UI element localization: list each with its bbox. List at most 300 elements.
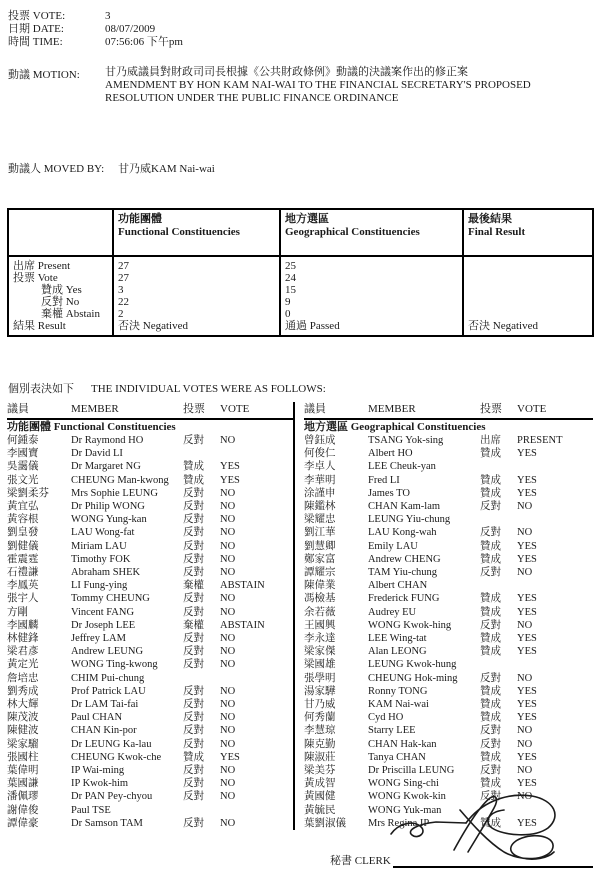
member-name-english: Dr PAN Pey-chyou [71,791,153,803]
vote-chinese: 反對 [183,817,204,829]
summary-header-final-cn: 最後結果 [468,213,512,225]
geographical-section-label: 地方選區 Geographical Constituencies [304,421,486,433]
vote-chinese: 贊成 [480,448,501,460]
vote-chinese [183,804,220,817]
member-name-english: Cyd HO [368,712,404,724]
member-name-english: Alan LEONG [368,646,427,658]
member-name-english: Tommy CHEUNG [71,593,150,605]
member-name-chinese: 黃宜弘 [7,501,39,513]
summary-labels-cell [9,257,112,335]
vote-chinese: 反對 [480,725,501,737]
member-name-english: LAU Wong-fat [71,527,135,539]
functional-section-label: 功能團體 Functional Constituencies [7,421,176,433]
summary-line-fr [468,296,588,308]
vote-chinese: 反對 [183,765,204,777]
vote-english: YES [517,646,537,658]
member-name-chinese: 林大輝 [7,699,39,711]
member-name-chinese: 黃容根 [7,514,39,526]
motion-text [105,66,531,105]
member-name-chinese: 梁家傑 [304,646,336,658]
member-name-english: CHIM Pui-chung [71,672,145,684]
vote-chinese: 出席 [480,435,501,446]
member-name-english: Mrs Regina IP [368,817,430,829]
member-row [304,592,593,605]
member-row [7,711,293,724]
member-name-chinese: 何秀蘭 [304,712,336,724]
vote-english: NO [517,527,533,539]
vote-chinese: 贊成 [480,712,501,724]
member-row [7,777,293,790]
vote-english: NO [517,765,533,777]
member-name-chinese: 劉慧卿 [304,540,336,552]
member-name-chinese: 鄭家富 [304,553,336,565]
member-name-chinese: 何鍾泰 [7,435,39,446]
member-name-chinese: 李慧琼 [304,725,336,737]
member-name-english: Dr Margaret NG [71,461,141,473]
header-member-cn: 議員 [304,403,326,415]
vote-chinese: 反對 [480,527,501,539]
summary-line-label: 棄權 Abstain [41,308,100,320]
member-row [7,817,293,830]
summary-line-gc: 0 [285,308,291,320]
summary-line-label: 反對 No [41,296,80,308]
member-name-chinese: 霍震霆 [7,553,39,565]
vote-chinese: 贊成 [480,593,501,605]
vote-english [517,658,593,671]
summary-line-fr [468,284,588,296]
vote-chinese: 贊成 [480,487,501,499]
summary-line-fr [468,272,588,284]
summary-line-fr [468,260,588,272]
member-row [7,685,293,698]
vote-english: ABSTAIN [220,580,265,592]
vote-chinese: 贊成 [480,685,501,697]
member-name-english: WONG Kwok-kin [368,791,446,803]
vote-number-row [8,10,592,23]
member-name-english: Andrew LEUNG [71,646,144,658]
member-name-chinese: 梁家騮 [7,738,39,750]
member-name-english: LAU Kong-wah [368,527,437,539]
member-name-english: Ronny TONG [368,685,428,697]
member-name-english: WONG Ting-kwong [71,659,158,671]
vote-english: NO [220,514,236,526]
vote-chinese: 反對 [183,487,204,499]
vote-chinese: 贊成 [480,474,501,486]
vote-chinese: 反對 [480,567,501,579]
member-name-english: WONG Yuk-man [368,804,442,816]
member-name-english: LEUNG Yiu-chung [368,514,451,526]
member-name-english: LEUNG Kwok-hung [368,659,457,671]
vote-english: NO [220,501,236,513]
member-row [304,764,593,777]
vote-chinese: 反對 [183,646,204,658]
member-name-english: WONG Kwok-hing [368,619,452,631]
member-name-chinese: 梁君彥 [7,646,39,658]
vote-english: NO [220,633,236,645]
vote-chinese: 贊成 [480,540,501,552]
member-name-english: James TO [368,487,410,499]
vote-english: YES [517,593,537,605]
member-name-chinese: 陳偉業 [304,580,336,592]
member-row [7,540,293,553]
vote-english: NO [220,699,236,711]
member-row [304,738,593,751]
vote-english: YES [517,448,537,460]
vote-english: YES [517,817,537,829]
summary-line-fc: 2 [118,308,124,320]
member-row [304,606,593,619]
member-name-chinese: 陳健波 [7,725,39,737]
vote-chinese: 贊成 [480,751,501,763]
member-name-english: Dr Philip WONG [71,501,145,513]
member-name-english: TSANG Yok-sing [368,435,444,446]
member-name-english: Dr Samson TAM [71,817,143,829]
summary-line-gc: 15 [285,284,296,296]
member-row [7,487,293,500]
vote-chinese: 反對 [183,791,204,803]
vote-english [220,447,293,460]
motion-line-chinese: 甘乃威議員對財政司司長根據《公共財政條例》動議的決議案作出的修正案 [105,66,468,78]
member-name-chinese: 余若薇 [304,606,336,618]
member-name-english: Andrew CHENG [368,553,441,565]
member-row [7,724,293,737]
vote-english: NO [517,567,533,579]
member-name-chinese: 李鳳英 [7,580,39,592]
member-name-chinese: 詹培忠 [7,672,39,684]
summary-line-fc: 3 [118,284,124,296]
vote-english: NO [517,738,533,750]
member-name-english: CHAN Kin-por [71,725,137,737]
member-row [7,474,293,487]
member-name-chinese: 劉健儀 [7,540,39,552]
member-name-chinese: 李國寶 [7,448,39,460]
member-name-chinese: 黃毓民 [304,804,336,816]
member-name-english: Tanya CHAN [368,751,426,763]
member-row [7,447,293,460]
member-row [304,434,593,447]
vote-english: YES [220,461,240,473]
member-name-english: CHEUNG Man-kwong [71,474,169,486]
vote-english: NO [220,685,236,697]
summary-line-label: 結果 Result [13,320,66,332]
vote-chinese: 反對 [183,778,204,790]
individual-votes-title-en: THE INDIVIDUAL VOTES WERE AS FOLLOWS: [91,383,326,395]
summary-line-label: 贊成 Yes [41,284,82,296]
member-row [304,553,593,566]
vote-english: NO [220,725,236,737]
vote-chinese: 棄權 [183,580,204,592]
vote-english: NO [220,712,236,724]
vote-english: YES [517,553,537,565]
member-name-chinese: 曾鈺成 [304,435,336,446]
vote-chinese: 贊成 [480,646,501,658]
member-name-english: Dr Joseph LEE [71,619,136,631]
vote-english: NO [220,778,236,790]
vote-chinese: 反對 [183,606,204,618]
moved-by-row [8,163,592,176]
vote-chinese: 反對 [183,633,204,645]
vote-chinese: 反對 [183,540,204,552]
summary-final-cell [462,257,592,335]
member-row [304,711,593,724]
member-name-english: Miriam LAU [71,540,127,552]
vote-english: YES [517,633,537,645]
vote-chinese: 贊成 [183,474,204,486]
date-label: 日期 DATE: [8,23,64,35]
member-name-english: Albert HO [368,448,413,460]
vote-english: YES [220,474,240,486]
vote-english: YES [517,606,537,618]
vote-chinese: 棄權 [183,619,204,631]
header-member-en: MEMBER [368,403,416,415]
vote-english: NO [220,553,236,565]
member-name-english: WONG Sing-chi [368,778,439,790]
vote-chinese: 反對 [183,685,204,697]
summary-header-geographical-en: Geographical Constituencies [285,226,420,238]
vote-chinese: 贊成 [480,553,501,565]
member-name-chinese: 謝偉俊 [7,804,39,816]
member-row [304,619,593,632]
individual-votes-title-cn: 個別表決如下 [8,383,74,395]
vote-chinese [480,513,517,526]
summary-header-final-en: Final Result [468,226,526,238]
member-row [7,553,293,566]
member-row [7,790,293,803]
vote-english: YES [517,712,537,724]
member-name-chinese: 陳茂波 [7,712,39,724]
member-name-english: Audrey EU [368,606,417,618]
summary-functional-cell [112,257,279,335]
vote-number-label: 投票 VOTE: [8,10,66,22]
vote-english: NO [220,817,236,829]
summary-line-gc: 9 [285,296,291,308]
member-row [7,592,293,605]
member-name-chinese: 陳淑莊 [304,751,336,763]
member-name-chinese: 潘佩璆 [7,791,39,803]
member-name-english: IP Wai-ming [71,765,125,777]
member-row [304,685,593,698]
summary-header-functional-en: Functional Constituencies [118,226,240,238]
vote-english: NO [220,593,236,605]
header-vote-cn: 投票 [183,403,205,415]
member-name-chinese: 李卓人 [304,461,336,473]
member-row [304,474,593,487]
member-name-english: Frederick FUNG [368,593,440,605]
member-row [304,487,593,500]
vote-english: YES [517,540,537,552]
moved-by-label: 動議人 MOVED BY: [8,163,105,175]
member-name-english: Paul TSE [71,804,111,816]
member-name-english: Albert CHAN [368,580,428,592]
member-row [7,698,293,711]
member-name-chinese: 黃國健 [304,791,336,803]
vote-english [220,804,293,817]
member-row [304,579,593,592]
member-name-chinese: 譚偉豪 [7,817,39,829]
member-name-chinese: 甘乃威 [304,699,336,711]
vote-chinese: 反對 [183,514,204,526]
member-row [7,526,293,539]
vote-chinese: 贊成 [480,778,501,790]
vote-chinese [480,460,517,473]
date-value: 08/07/2009 [105,23,156,35]
vote-chinese: 反對 [183,501,204,513]
vote-chinese: 反對 [183,435,204,446]
member-name-chinese: 葉國謙 [7,778,39,790]
vote-chinese: 反對 [183,725,204,737]
vote-chinese: 贊成 [480,817,501,829]
member-name-chinese: 何俊仁 [304,448,336,460]
vote-english: NO [517,791,533,803]
member-name-chinese: 梁國雄 [304,659,336,671]
member-row [304,724,593,737]
member-row [304,566,593,579]
member-name-english: Abraham SHEK [71,567,141,579]
vote-chinese: 反對 [183,699,204,711]
member-name-chinese: 黃成智 [304,778,336,790]
member-name-english: Dr LAM Tai-fai [71,699,139,711]
vote-chinese: 贊成 [480,606,501,618]
member-row [7,658,293,671]
meta-block [0,0,600,176]
summary-line-fr: 否決 Negatived [468,320,538,332]
member-name-chinese: 李國麟 [7,619,39,631]
member-name-chinese: 梁美芬 [304,765,336,777]
member-name-english: Dr LEUNG Ka-lau [71,738,152,750]
vote-chinese: 贊成 [480,633,501,645]
header-member-cn: 議員 [7,403,29,415]
member-name-chinese: 陳克勤 [304,738,336,750]
vote-english: NO [220,487,236,499]
summary-header-functional-cn: 功能團體 [118,213,162,225]
member-name-chinese: 林健鋒 [7,633,39,645]
votes-column-header [7,402,293,420]
vote-chinese [480,579,517,592]
vote-chinese: 贊成 [183,461,204,473]
vote-english: NO [220,606,236,618]
vote-english: NO [220,527,236,539]
vote-english [517,579,593,592]
member-name-chinese: 張文光 [7,474,39,486]
moved-by-value: 甘乃威KAM Nai-wai [118,163,215,175]
geographical-votes-table [293,402,593,830]
summary-line-fc: 22 [118,296,129,308]
vote-english: YES [517,778,537,790]
member-row [7,632,293,645]
member-name-english: LI Fung-ying [71,580,128,592]
member-name-english: Jeffrey LAM [71,633,126,645]
member-name-chinese: 張學明 [304,672,336,684]
vote-chinese: 反對 [183,659,204,671]
vote-english: PRESENT [517,435,563,446]
summary-line-fc: 27 [118,272,129,284]
member-row [7,606,293,619]
member-name-chinese: 黃定光 [7,659,39,671]
member-name-english: Paul CHAN [71,712,123,724]
time-row [8,36,592,49]
member-row [7,434,293,447]
member-row [7,645,293,658]
member-name-english: CHEUNG Kwok-che [71,751,162,763]
vote-chinese: 反對 [183,738,204,750]
header-vote-en: VOTE [220,403,250,415]
vote-chinese [183,672,220,685]
vote-english: NO [220,659,236,671]
member-name-chinese: 葉劉淑儀 [304,817,346,829]
member-name-chinese: 葉偉明 [7,765,39,777]
vote-english: NO [517,619,533,631]
functional-votes-table [0,402,293,830]
member-name-chinese: 梁耀忠 [304,514,336,526]
summary-line-fc: 否決 Negatived [118,320,188,332]
member-name-english: CHEUNG Hok-ming [368,672,458,684]
motion-label: 動議 MOTION: [8,69,80,81]
vote-english: YES [517,474,537,486]
summary-line-label: 投票 Vote [13,272,58,284]
member-name-chinese: 陳鑑林 [304,501,336,513]
member-row [304,460,593,473]
member-name-english: LEE Wing-tat [368,633,427,645]
member-row [304,447,593,460]
clerk-signature-row [330,852,593,868]
member-name-english: Mrs Sophie LEUNG [71,487,158,499]
vote-chinese: 贊成 [480,699,501,711]
member-name-chinese: 王國興 [304,619,336,631]
header-vote-cn: 投票 [480,403,502,415]
time-value: 07:56:06 下午pm [105,36,183,48]
clerk-signature-line [393,854,593,868]
vote-english [517,460,593,473]
vote-english: YES [220,751,240,763]
member-row [7,738,293,751]
summary-header-geographical-cn: 地方選區 [285,213,329,225]
summary-geographical-cell [279,257,462,335]
member-row [7,460,293,473]
vote-english: NO [220,567,236,579]
vote-english: YES [517,699,537,711]
vote-english: YES [517,685,537,697]
header-vote-en: VOTE [517,403,547,415]
header-member-en: MEMBER [71,403,119,415]
vote-english: YES [517,487,537,499]
motion-row [8,66,592,105]
summary-line-gc: 通過 Passed [285,320,340,332]
member-row [304,658,593,671]
vote-english: NO [220,738,236,750]
member-name-english: Vincent FANG [71,606,135,618]
geographical-member-rows [304,434,593,830]
member-name-chinese: 石禮謙 [7,567,39,579]
vote-english: NO [220,765,236,777]
votes-column-header [304,402,593,420]
member-row [304,645,593,658]
member-name-chinese: 吳靄儀 [7,461,39,473]
vote-chinese: 反對 [480,765,501,777]
vote-english: NO [220,540,236,552]
member-row [7,566,293,579]
vote-chinese: 反對 [480,738,501,750]
vote-chinese [183,447,220,460]
vote-english: NO [517,672,533,684]
vote-english [220,672,293,685]
individual-votes-title [8,383,600,396]
member-name-chinese: 譚耀宗 [304,567,336,579]
summary-line-gc: 24 [285,272,296,284]
member-row [304,526,593,539]
member-name-chinese: 方剛 [7,606,28,618]
vote-english [517,513,593,526]
functional-member-rows [7,434,293,830]
